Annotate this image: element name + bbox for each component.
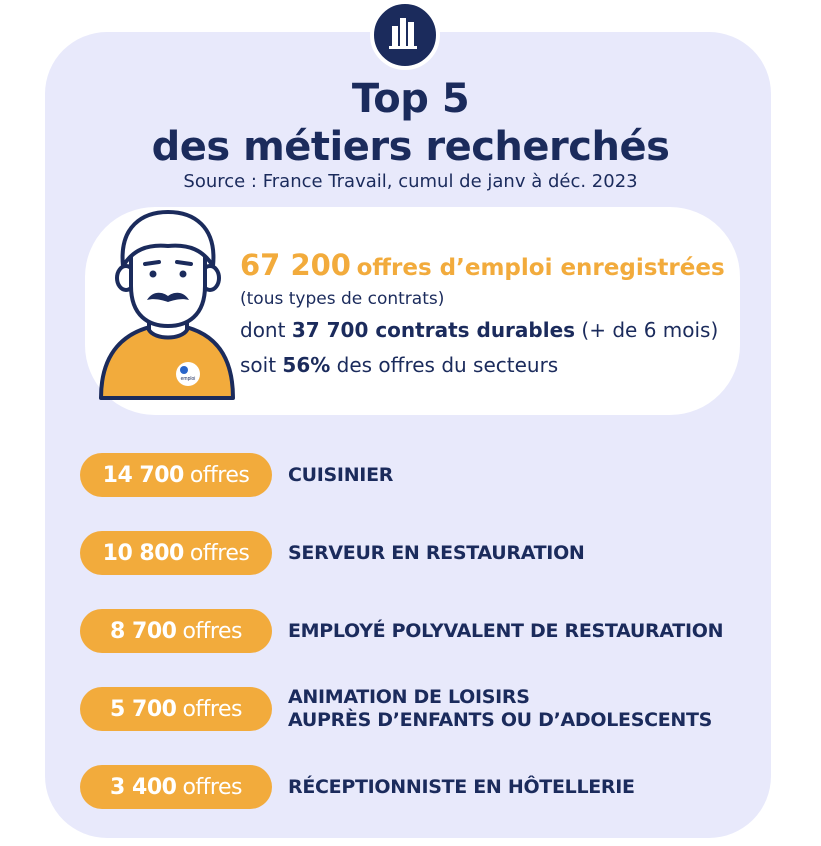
offers-value: 5 700: [110, 696, 177, 722]
durable-contracts: dont 37 700 contrats durables (+ de 6 mois): [240, 318, 719, 342]
job-label-line: ANIMATION DE LOISIRS: [288, 686, 530, 708]
job-label: [288, 542, 748, 565]
job-label: [288, 464, 748, 487]
offers-value: 3 400: [110, 774, 177, 800]
offers-unit: offres: [182, 774, 242, 800]
badge-label: emploi: [180, 376, 196, 382]
offers-pill: [80, 531, 272, 575]
page-subtitle: des métiers recherchés: [151, 124, 670, 170]
offers-pill: [80, 687, 272, 731]
offers-pill: [80, 453, 272, 497]
job-label-line: AUPRÈS D’ENFANTS OU D’ADOLESCENTS: [288, 709, 713, 731]
job-label: [288, 620, 748, 643]
offers-unit: offres: [189, 462, 250, 488]
job-label: [288, 686, 748, 732]
offers-pill: [80, 609, 272, 653]
page-title: Top 5: [351, 76, 470, 122]
offers-unit: offres: [182, 696, 242, 722]
job-label-line: CUISINIER: [288, 463, 394, 486]
contract-types-note: (tous types de contrats): [240, 289, 445, 309]
sector-share-value: 56%: [282, 353, 331, 377]
total-offers-number: 67 200: [240, 248, 351, 282]
job-label-line: EMPLOYÉ POLYVALENT DE RESTAURATION: [288, 619, 724, 642]
offers-pill: [80, 765, 272, 809]
durable-contracts-number: 37 700 contrats durables: [291, 318, 576, 342]
person-illustration: [93, 206, 243, 402]
total-offers-text: offres d’emploi enregistrées: [356, 255, 725, 281]
source-note: Source : France Travail, cumul de janv à déc. 2023: [183, 171, 638, 192]
offers-unit: offres: [182, 618, 242, 644]
job-label-line: RÉCEPTIONNISTE EN HÔTELLERIE: [288, 775, 635, 798]
bar-chart-icon: [370, 0, 440, 70]
offers-value: 8 700: [110, 618, 177, 644]
sector-share: soit 56% des offres du secteurs: [240, 353, 559, 377]
total-offers: [240, 248, 725, 282]
job-label-line: SERVEUR EN RESTAURATION: [288, 541, 585, 564]
job-label: [288, 776, 748, 799]
offers-value: 10 800: [102, 540, 184, 566]
offers-unit: offres: [189, 540, 250, 566]
offers-value: 14 700: [102, 462, 184, 488]
